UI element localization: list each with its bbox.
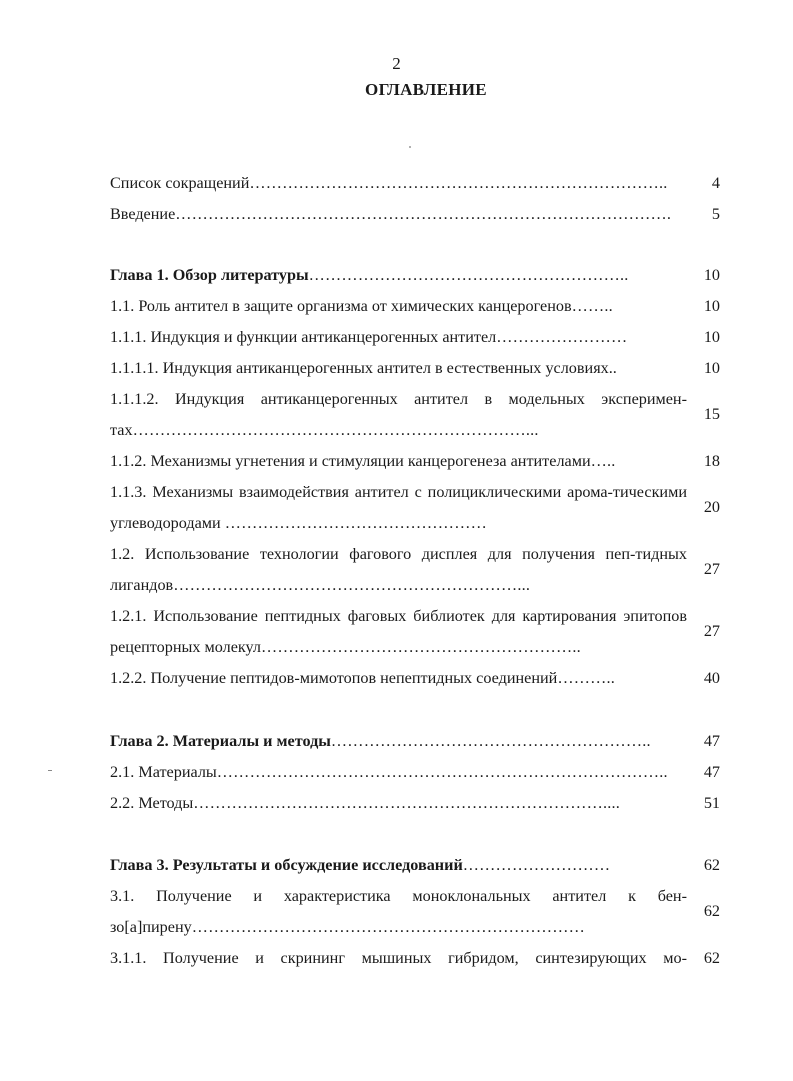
toc-entry: 1.2.1. Использование пептидных фаговых библиотек для картирования эпитопов рецепторных молекул………………………………………………….. 27 (110, 607, 720, 656)
toc-entry-page: 10 (703, 359, 720, 377)
toc-entry: 1.1. Роль антител в защите организма от химических канцерогенов…….. 10 (110, 291, 720, 322)
toc-entry-text: 1.1.1.2. Индукция антиканцерогенных антител в модельных эксперимен-тах (110, 390, 687, 439)
toc-entry (110, 943, 720, 974)
toc-entry-text: 2.2. Методы (110, 794, 194, 812)
toc-entry-page: 20 (703, 498, 720, 516)
toc-entry-page: 18 (703, 452, 720, 470)
toc-entry-text: Список сокращений (110, 174, 250, 192)
toc-entry-text: Глава 1. Обзор литературы (110, 266, 309, 284)
toc-entry-page: 62 (703, 856, 720, 874)
toc-entry: 1.1.1.2. Индукция антиканцерогенных антител в модельных эксперимен-тах………………………………………………………………... 15 (110, 390, 720, 439)
toc-entry-page: 51 (703, 794, 720, 812)
toc-entry-page: 47 (703, 732, 720, 750)
toc-entry: 1.2. Использование технологии фагового дисплея для получения пеп-тидных лигандов………………………………………………………... 27 (110, 545, 720, 594)
toc-entry-text: Глава 3. Результаты и обсуждение исследований (110, 856, 463, 874)
toc-entry-text: 1.1.2. Механизмы угнетения и стимуляции канцерогенеза антителами (110, 452, 591, 470)
toc-entry-page: 62 (703, 949, 720, 967)
toc-entry-text: 1.1.3. Механизмы взаимодействия антител с полициклическими арома-тическими углеводородами (110, 483, 687, 532)
page-number: 2 (392, 54, 401, 73)
toc-entry: 1.1.3. Механизмы взаимодействия антител с полициклическими арома-тическими углеводородами ………………………………………… 20 (110, 483, 720, 532)
toc-entry: Список сокращений………………………………………………………………….. 4 (110, 168, 720, 199)
toc-entry: 2.2. Методы………………………………………………………………….... 51 (110, 788, 720, 819)
toc-entry-text: 1.1.1.1. Индукция антиканцерогенных антител в естественных условиях.. (110, 359, 617, 377)
toc-chapter-entry: Глава 3. Результаты и обсуждение исследований……………………… 62 (110, 850, 720, 881)
toc-entry-page: 10 (703, 297, 720, 315)
toc-entry-text: 1.2. Использование технологии фагового дисплея для получения пеп-тидных лигандов (110, 545, 687, 594)
toc-entry: Введение………………………………………………………………………………. 5 (110, 199, 720, 230)
toc-entry-page: 62 (703, 902, 720, 920)
toc-chapter-entry: Глава 2. Материалы и методы………………………………………………….. 47 (110, 726, 720, 757)
toc-entry-text: 1.1. Роль антител в защите организма от химических канцерогенов (110, 297, 572, 315)
toc-entry-text: Введение (110, 205, 176, 223)
toc-entry-text: Глава 2. Материалы и методы (110, 732, 331, 750)
toc-entry-text: 2.1. Материалы (110, 763, 217, 781)
toc-entry (110, 353, 720, 384)
toc-entry-text: 3.1.1. Получение и скрининг мышиных гибридом, синтезирующих мо- (110, 949, 687, 967)
toc-entry-page: 40 (703, 669, 720, 687)
toc-entry-page: 4 (711, 174, 720, 192)
toc-chapter-entry: Глава 1. Обзор литературы………………………………………………….. 10 (110, 260, 720, 291)
toc-entry-text: 1.2.2. Получение пептидов-мимотопов непептидных соединений (110, 669, 558, 687)
toc-entry-text: 1.2.1. Использование пептидных фаговых библиотек для картирования эпитопов рецепторных молекул (110, 607, 687, 656)
toc-entry-text: 3.1. Получение и характеристика моноклональных антител к бен-зо[а]пирену (110, 887, 687, 936)
page-title: ОГЛАВЛЕНИЕ (365, 80, 487, 99)
toc-entry: 1.1.2. Механизмы угнетения и стимуляции канцерогенеза антителами….. 18 (110, 446, 720, 477)
toc-entry: 3.1. Получение и характеристика моноклональных антител к бен-зо[а]пирену……………………………………………………………… 62 (110, 887, 720, 936)
toc-entry-page: 15 (703, 405, 720, 423)
toc-entry-page: 5 (711, 205, 720, 223)
toc-entry-page: 27 (703, 560, 720, 578)
toc-entry: 1.2.2. Получение пептидов-мимотопов непептидных соединений……….. 40 (110, 663, 720, 694)
toc-entry-page: 10 (703, 328, 720, 346)
toc-entry-page: 10 (703, 266, 720, 284)
toc-entry-text: 1.1.1. Индукция и функции антиканцерогенных антител (110, 328, 497, 346)
toc-entry-page: 47 (703, 763, 720, 781)
toc-entry: 1.1.1. Индукция и функции антиканцерогенных антител…………………… 10 (110, 322, 720, 353)
toc-entry-page: 27 (703, 622, 720, 640)
toc-entry: 2.1. Материалы……………………………………………………………………….. 47 (110, 757, 720, 788)
